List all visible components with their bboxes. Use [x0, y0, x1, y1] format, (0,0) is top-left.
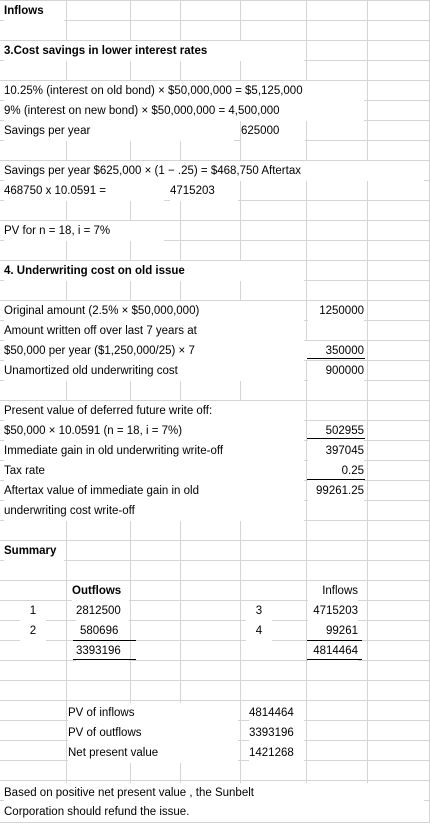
pv-deferred-label: Present value of deferred future write off: [4, 401, 304, 421]
outflow-num: 2 [20, 621, 46, 641]
sec3-line2: 9% (interest on new bond) × $50,000,000 = 4,500,000 [4, 101, 364, 121]
outflow-num: 1 [20, 601, 46, 621]
inflows-total: 4814464 [308, 641, 358, 661]
section3-heading: 3.Cost savings in lower interest rates [4, 41, 304, 61]
summary-heading: Summary [4, 541, 64, 561]
grid-row-line [0, 780, 430, 781]
inflow-value: 99261 [308, 621, 358, 641]
pv-inflows-label: PV of inflows [68, 703, 238, 723]
grid-row-line [0, 540, 430, 541]
inflow-num: 3 [246, 601, 272, 621]
conclusion-line-1: Based on positive net present value , the Sunbelt [4, 783, 424, 803]
pv-outflows-value: 3393196 [249, 723, 304, 743]
outflows-total: 3393196 [76, 641, 129, 661]
grid-row-line [0, 560, 430, 561]
npv-value: 1421268 [249, 743, 304, 763]
underline [307, 358, 365, 359]
underline [73, 659, 136, 660]
underline [307, 659, 362, 660]
pv-deferred-calc: $50,000 × 10.0591 (n = 18, i = 7%) [4, 421, 304, 441]
aftertax-label-1: Aftertax value of immediate gain in old [4, 481, 304, 501]
gain-label: Immediate gain in old underwriting write-off [4, 441, 304, 461]
pv-note: PV for n = 18, i = 7% [4, 221, 164, 241]
aftertax-label-2: underwriting cost write-off [4, 501, 304, 521]
outflow-value: 2812500 [76, 601, 129, 621]
written-value-text: 350000 [325, 345, 364, 357]
inflow-num: 4 [246, 621, 272, 641]
unamort-value: 900000 [308, 361, 364, 381]
aftertax-line: Savings per year $625,000 × (1 − .25) = $468,750 Aftertax [4, 161, 424, 181]
gain-value: 397045 [308, 441, 364, 461]
pv-inflows-value: 4814464 [249, 703, 304, 723]
grid-row-line [0, 660, 430, 661]
grid-row-line [0, 680, 430, 681]
sec3-line1: 10.25% (interest on old bond) × $50,000,000 = $5,125,000 [4, 81, 364, 101]
pv-deferred-value: 502955 [308, 421, 364, 441]
unamort-label: Unamortized old underwriting cost [4, 361, 304, 381]
orig-label: Original amount (2.5% × $50,000,000) [4, 301, 304, 321]
pv-calc-value: 4715203 [170, 181, 238, 201]
outflow-value: 580696 [80, 621, 129, 641]
orig-value: 1250000 [308, 301, 364, 321]
grid-row-line [0, 580, 430, 581]
grid-row-line [0, 700, 430, 701]
aftertax-value: 99261.25 [308, 481, 364, 501]
section4-heading: 4. Underwriting cost on old issue [4, 261, 304, 281]
page-title: Inflows [4, 1, 64, 21]
npv-label: Net present value [68, 743, 238, 763]
savings-label: Savings per year [4, 121, 234, 141]
inflow-value: 4715203 [308, 601, 358, 621]
written-label-1: Amount written off over last 7 years at [4, 321, 304, 341]
grid-row-line [0, 620, 430, 621]
grid-row-line [0, 20, 430, 21]
grid-row-line [0, 0, 430, 1]
grid-row-line [0, 640, 430, 641]
underline [307, 438, 365, 439]
inflows-header: Inflows [308, 581, 358, 601]
written-label-2: $50,000 per year ($1,250,000/25) × 7 [4, 341, 304, 361]
underline [307, 479, 365, 480]
tax-value: 0.25 [308, 461, 364, 481]
savings-value: 625000 [241, 121, 305, 141]
grid-row-line [0, 600, 430, 601]
outflows-header: Outflows [72, 581, 129, 601]
conclusion-line-2: Corporation should refund the issue. [4, 802, 424, 822]
tax-label: Tax rate [4, 461, 304, 481]
pv-outflows-label: PV of outflows [68, 723, 238, 743]
pv-calc-label: 468750 x 10.0591 = [4, 181, 164, 201]
